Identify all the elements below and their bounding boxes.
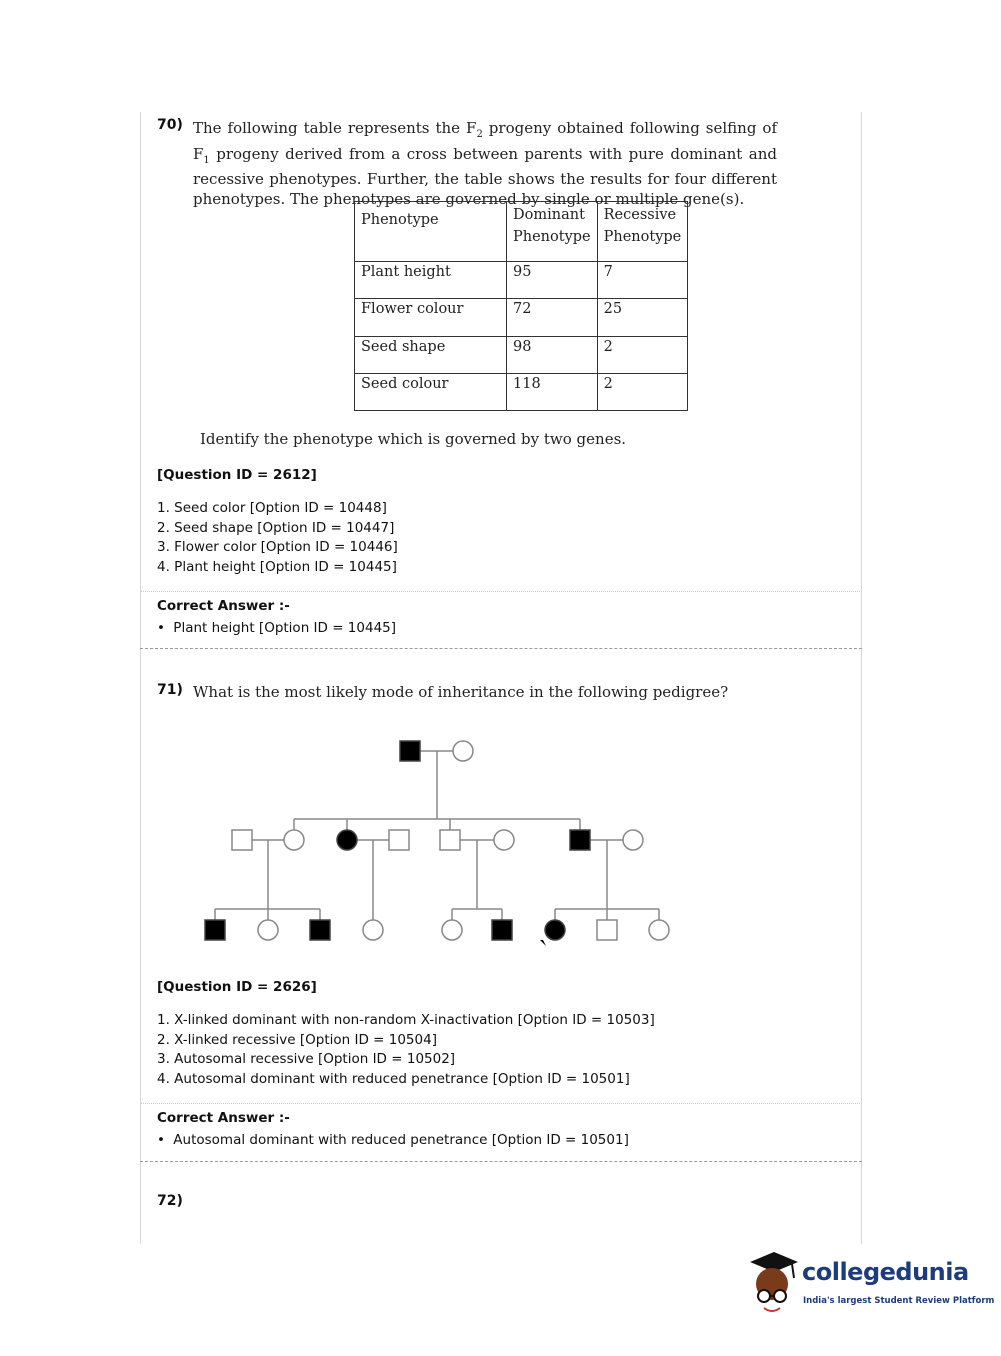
correct-answer-label: Correct Answer :-	[157, 598, 290, 614]
question-70-prompt: Identify the phenotype which is governed by two genes.	[200, 430, 627, 448]
table-cell: Flower colour	[355, 299, 507, 337]
table-cell: 25	[597, 299, 688, 337]
question-id-2626: [Question ID = 2626]	[157, 979, 317, 995]
affected-male-icon	[205, 920, 225, 940]
table-cell: 72	[507, 299, 598, 337]
table-cell: 95	[507, 262, 598, 299]
unaffected-female-icon	[363, 920, 383, 940]
option-item[interactable]: 4. Autosomal dominant with reduced penetrance [Option ID = 10501]	[157, 1070, 630, 1087]
table-cell: Plant height	[355, 262, 507, 299]
brand-tagline: India's largest Student Review Platform	[803, 1296, 995, 1306]
option-item[interactable]: 4. Plant height [Option ID = 10445]	[157, 558, 397, 575]
options-list-71	[157, 1011, 655, 1089]
option-item[interactable]: 1. Seed color [Option ID = 10448]	[157, 500, 387, 516]
affected-female-icon	[337, 830, 357, 850]
table-cell: 7	[597, 262, 688, 299]
table-cell: 2	[597, 337, 688, 374]
brand-name: collegedunia	[802, 1258, 969, 1286]
unaffected-female-icon	[494, 830, 514, 850]
table-header-recessive: Recessive Phenotype	[597, 202, 688, 262]
proband-arrow-icon	[540, 940, 546, 946]
mascot-icon	[742, 1248, 802, 1320]
table-header-dominant: Dominant Phenotype	[507, 202, 598, 262]
option-item[interactable]: 2. Seed shape [Option ID = 10447]	[157, 519, 395, 536]
table-cell: Seed shape	[355, 337, 507, 374]
question-number-72: 72)	[157, 1193, 183, 1209]
unaffected-male-icon	[232, 830, 252, 850]
correct-answer-71: • Autosomal dominant with reduced penetrance [Option ID = 10501]	[157, 1132, 629, 1148]
table-cell: Seed colour	[355, 374, 507, 411]
table-cell: 118	[507, 374, 598, 411]
brand-logo[interactable]	[742, 1248, 995, 1320]
unaffected-female-icon	[623, 830, 643, 850]
unaffected-female-icon	[442, 920, 462, 940]
table-header-phenotype: Phenotype	[355, 202, 507, 262]
unaffected-female-icon	[258, 920, 278, 940]
question-number-71: 71)	[157, 682, 183, 698]
affected-male-icon	[492, 920, 512, 940]
affected-male-icon	[400, 741, 420, 761]
table-cell: 98	[507, 337, 598, 374]
question-71-text: What is the most likely mode of inheritance in the following pedigree?	[193, 683, 729, 701]
table-cell: 2	[597, 374, 688, 411]
unaffected-female-icon	[453, 741, 473, 761]
unaffected-male-icon	[597, 920, 617, 940]
correct-answer-70: • Plant height [Option ID = 10445]	[157, 620, 397, 636]
option-item[interactable]: 2. X-linked recessive [Option ID = 10504]	[157, 1031, 437, 1048]
unaffected-male-icon	[389, 830, 409, 850]
affected-female-icon	[545, 920, 565, 940]
question-id-2612: [Question ID = 2612]	[157, 467, 317, 483]
option-item[interactable]: 3. Autosomal recessive [Option ID = 10502]	[157, 1051, 456, 1067]
question-70-text: The following table represents the $F_2$ progeny obtained following selfing of $F_1$ progeny derived from a cross between parents with pure dominant and recessive phenotypes. Further, the table shows the results for four different phenotypes. The phenotypes are governed by single or multiple gene(s).	[193, 119, 777, 208]
unaffected-female-icon	[649, 920, 669, 940]
affected-male-icon	[570, 830, 590, 850]
unaffected-female-icon	[284, 830, 304, 850]
option-item[interactable]: 3. Flower color [Option ID = 10446]	[157, 539, 398, 555]
divider	[140, 1103, 862, 1104]
option-item[interactable]: 1. X-linked dominant with non-random X-inactivation [Option ID = 10503]	[157, 1012, 655, 1028]
question-separator	[140, 1161, 862, 1162]
affected-male-icon	[310, 920, 330, 940]
unaffected-male-icon	[440, 830, 460, 850]
question-number-70: 70)	[157, 117, 183, 133]
correct-answer-label: Correct Answer :-	[157, 1110, 290, 1126]
